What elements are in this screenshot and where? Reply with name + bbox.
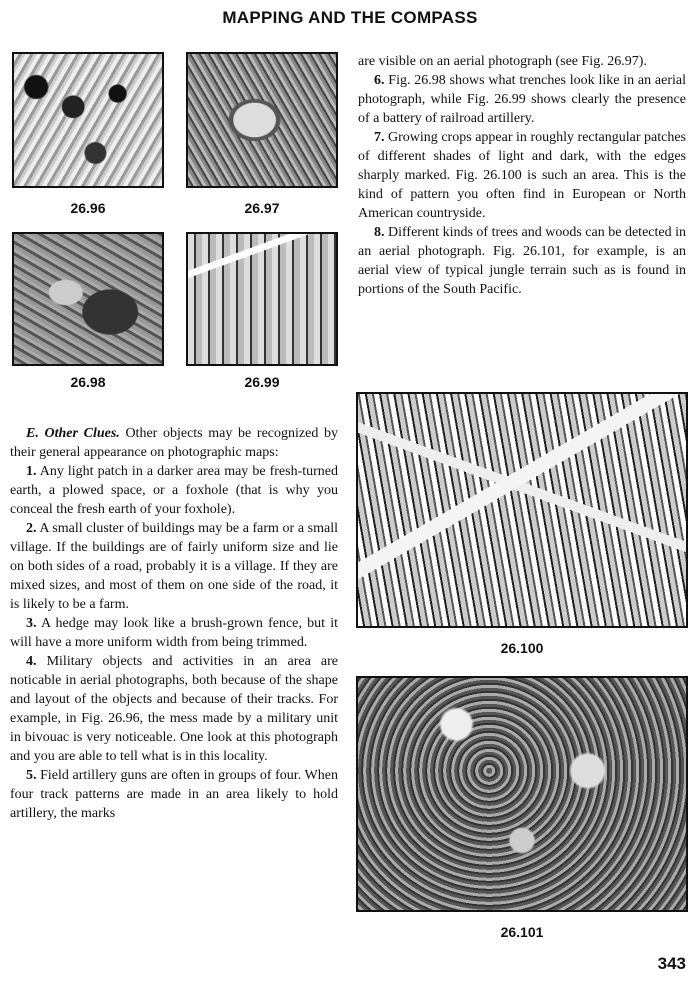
paragraph-7-text: Growing crops appear in roughly rectangular patches of different shades of light and dark, with the edges sharply marked. Fig. 26.100 is such an area. This is the kind of pattern you often find in European or North American countryside. bbox=[358, 130, 686, 221]
left-column-text bbox=[10, 424, 338, 823]
figure-26-99-caption: 26.99 bbox=[244, 374, 280, 390]
paragraph-8 bbox=[358, 223, 686, 299]
section-heading: E. Other Clues. bbox=[26, 426, 120, 441]
paragraph-6 bbox=[358, 71, 686, 128]
paragraph-6-text: Fig. 26.98 shows what trenches look like in an aerial photograph, while Fig. 26.99 shows clearly the presence of a battery of railroad artillery. bbox=[358, 73, 686, 126]
item-number: 2. bbox=[26, 521, 37, 536]
item-number: 5. bbox=[26, 768, 37, 783]
paragraph-2 bbox=[10, 519, 338, 614]
item-number: 3. bbox=[26, 616, 37, 631]
running-header: MAPPING AND THE COMPASS bbox=[222, 8, 478, 27]
paragraph-1 bbox=[10, 462, 338, 519]
figure-26-98-photo bbox=[12, 232, 164, 366]
paragraph-4-text: Military objects and activities in an area are noticable in aerial photographs, both because of the shape and layout of the objects and because of their tracks. For example, in Fig. 26.96, the mess made by a military unit in bivouac is very noticeable. One look at this photograph and you are able to tell what is in this locality. bbox=[10, 654, 338, 764]
figure-26-99-photo bbox=[186, 232, 338, 366]
figure-26-96-photo bbox=[12, 52, 164, 188]
figure-26-101-photo bbox=[356, 676, 688, 912]
section-e-intro-text: Other objects may be recognized by their general appearance on photographic maps: bbox=[10, 426, 338, 460]
right-column-text bbox=[358, 52, 686, 299]
paragraph-5-text: Field artillery guns are often in groups of four. When four track patterns are made in an area likely to hold artillery, the marks bbox=[10, 768, 338, 821]
paragraph-1-text: Any light patch in a darker area may be fresh-turned earth, a plowed space, or a foxhole (that is why you conceal the fresh earth of your foxhole). bbox=[10, 464, 338, 517]
item-number: 4. bbox=[26, 654, 37, 669]
item-number: 6. bbox=[374, 73, 385, 88]
figure-26-97-caption: 26.97 bbox=[244, 200, 280, 216]
item-number: 7. bbox=[374, 130, 385, 145]
paragraph-5 bbox=[10, 766, 338, 823]
figure-26-97-photo bbox=[186, 52, 338, 188]
section-e-intro bbox=[10, 424, 338, 462]
figure-26-100-caption: 26.100 bbox=[500, 640, 544, 656]
figure-26-101-caption: 26.101 bbox=[500, 924, 544, 940]
figure-26-100-photo bbox=[356, 392, 688, 628]
paragraph-continued: are visible on an aerial photograph (see Fig. 26.97). bbox=[358, 54, 647, 69]
item-number: 8. bbox=[374, 225, 385, 240]
figure-26-96-caption: 26.96 bbox=[70, 200, 106, 216]
paragraph-8-text: Different kinds of trees and woods can be detected in an aerial photograph. Fig. 26.101, for example, is an aerial view of typical jungle terrain such as is found in portions of the South Pacific. bbox=[358, 225, 686, 297]
paragraph-3 bbox=[10, 614, 338, 652]
item-number: 1. bbox=[26, 464, 37, 479]
paragraph-3-text: A hedge may look like a brush-grown fence, but it will have a more uniform width from being trimmed. bbox=[10, 616, 338, 650]
page-number: 343 bbox=[657, 954, 686, 973]
paragraph-7 bbox=[358, 128, 686, 223]
figure-26-98-caption: 26.98 bbox=[70, 374, 106, 390]
paragraph-2-text: A small cluster of buildings may be a farm or a small village. If the buildings are of fairly uniform size and lie on both sides of a road, probably it is a village. If they are mixed sizes, and most of them on one side of the road, it is likely to be a farm. bbox=[10, 521, 338, 612]
paragraph-4 bbox=[10, 652, 338, 766]
